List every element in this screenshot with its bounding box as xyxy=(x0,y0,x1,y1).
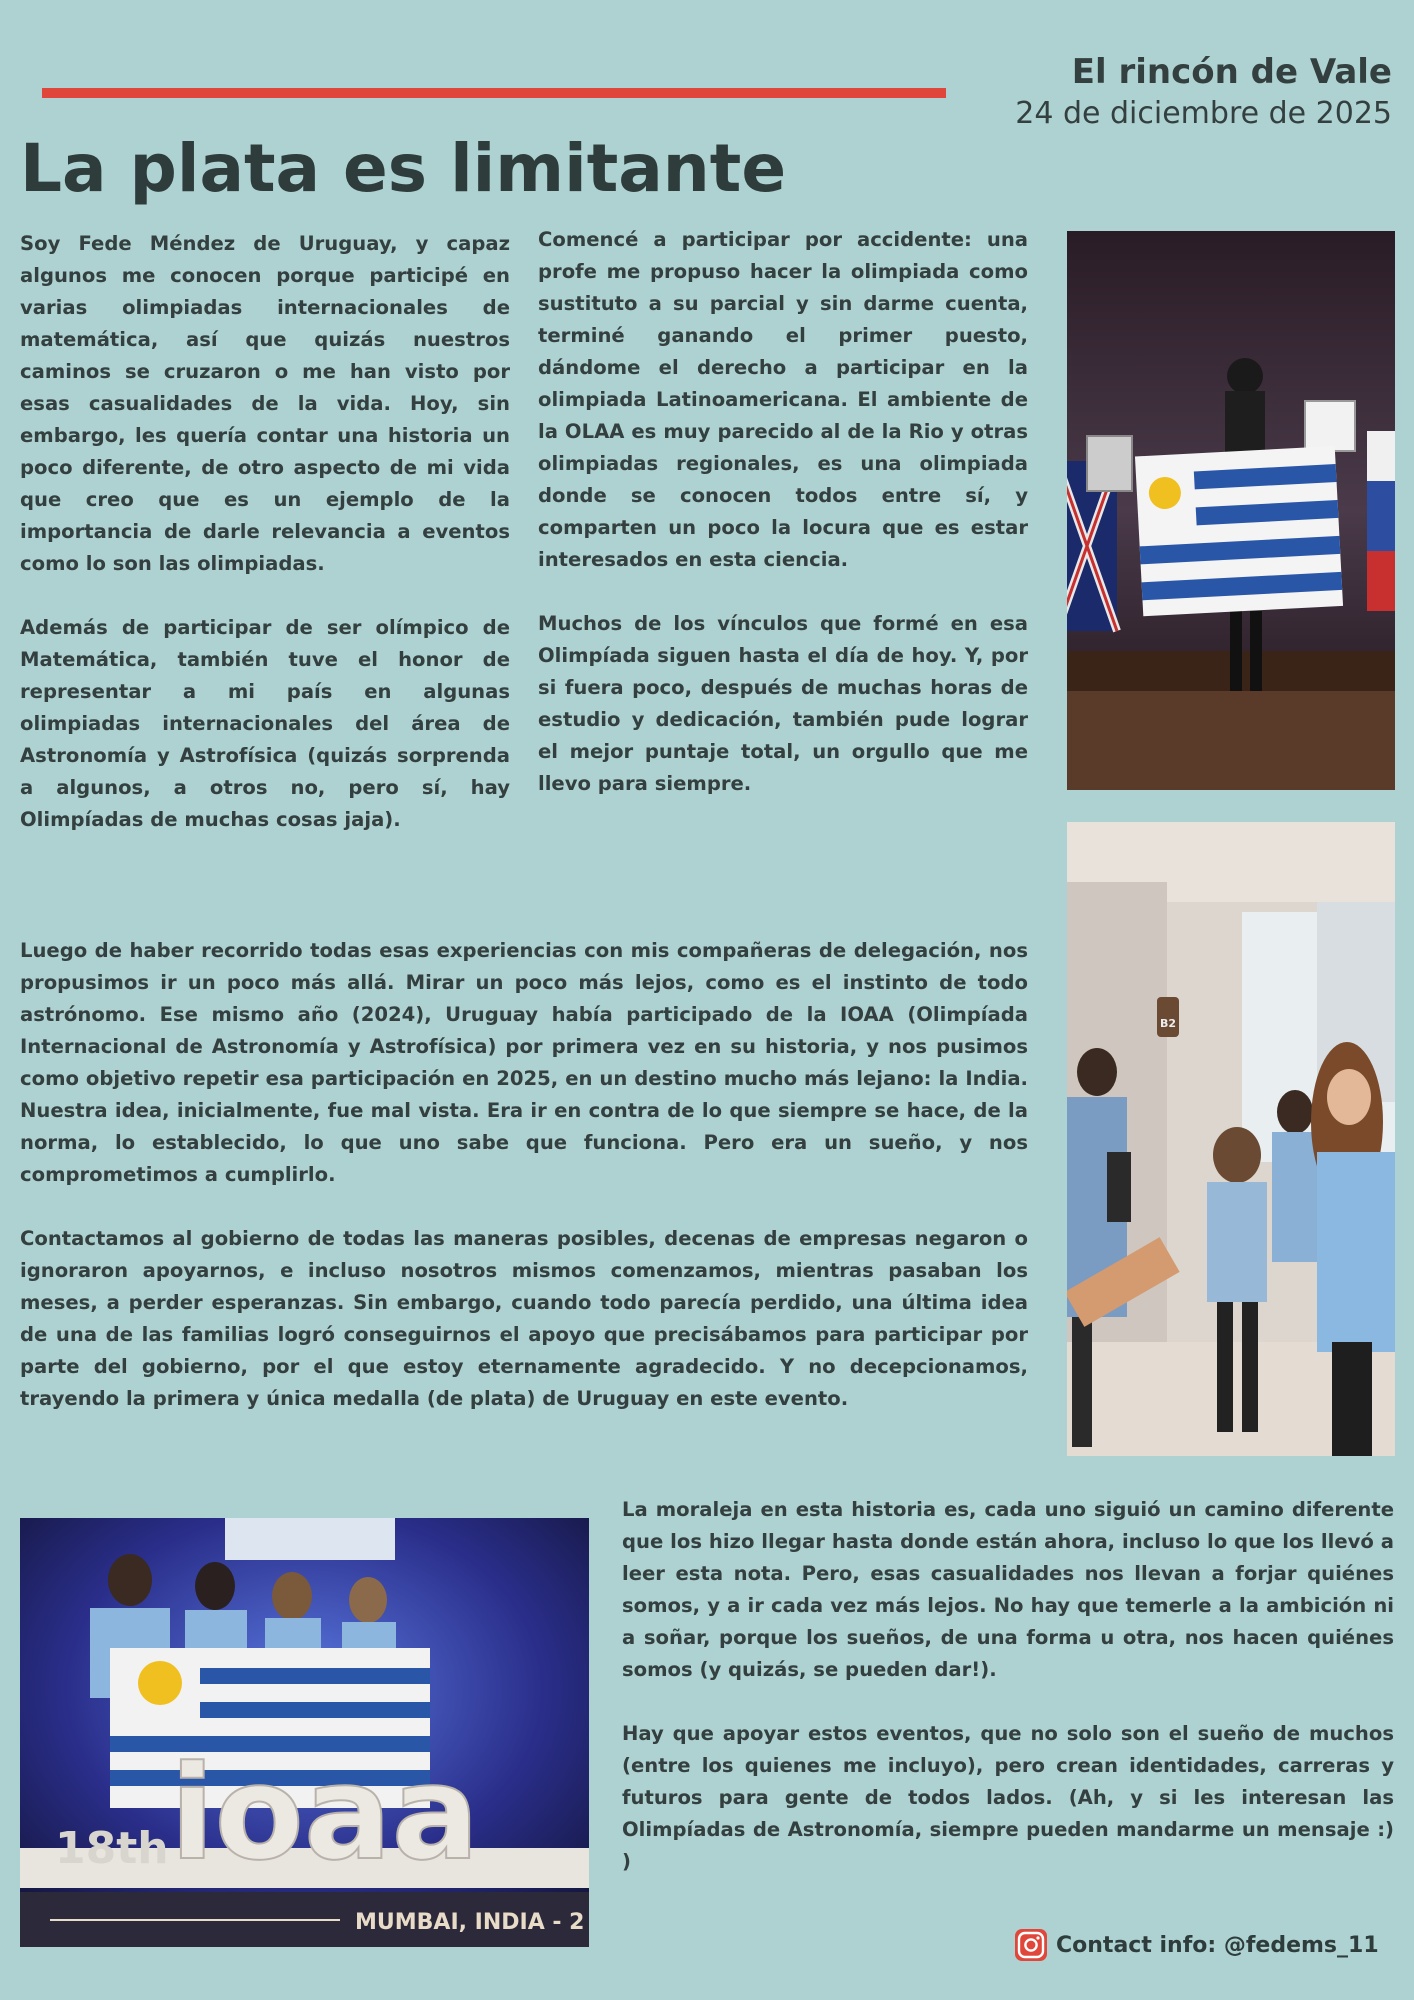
photo-ioaa-team xyxy=(20,1518,589,1947)
photo-group-hall xyxy=(1067,822,1395,1456)
floor-sign: B2 xyxy=(1159,1017,1177,1030)
paragraph-support: Hay que apoyar estos eventos, que no solo son el sueño de muchos (entre los quienes me incluyo), pero crean identidades, carreras y futuros para gente de todos lados. (Ah, y si les interesan las Olimpíadas de Astronomía, siempre pueden mandarme un mensaje :) ) xyxy=(622,1722,1394,1873)
paragraph-ioaa-goal: Luego de haber recorrido todas esas experiencias con mis compañeras de delegación, nos propusimos ir un poco más allá. Mirar un poco más lejos, como es el instinto de todo astrónomo. Ese mismo año (2024), Uruguay había participado de la IOAA (Olimpíada Internacional de Astronomía y Astrofísica) por primera vez en su historia, y nos pusimos como objetivo repetir esa participación en 2025, en un destino mucho más lejano: la India. Nuestra idea, inicialmente, fue mal vista. Era ir en contra de lo que siempre se hace, de la norma, lo establecido, lo que uno sabe que funciona. Pero era un sueño, y nos comprometimos a cumplirlo. xyxy=(20,939,1028,1186)
paragraph-olaa-result: Muchos de los vínculos que formé en esa Olimpíada siguen hasta el día de hoy. Y, por si fuera poco, después de muchas horas de estudio y dedicación, también pude lograr el mejor puntaje total, un orgullo que me llevo para siempre. xyxy=(538,612,1028,795)
paragraph-astronomy: Además de participar de ser olímpico de Matemática, también tuve el honor de representar a mi país en algunas olimpiadas internacionales del área de Astronomía y Astrofísica (quizás sorprenda a algunos, a otros no, pero sí, hay Olimpíadas de muchas cosas jaja). xyxy=(20,616,510,831)
instagram-icon xyxy=(1014,1928,1048,1962)
closing-section xyxy=(622,1494,1394,1878)
publication-date: 24 de diciembre de 2025 xyxy=(1015,96,1392,131)
left-column xyxy=(20,228,510,836)
ioaa-banner-text: MUMBAI, INDIA - 2 xyxy=(355,1910,585,1935)
ioaa-edition: 18th xyxy=(55,1823,169,1874)
paragraph-intro: Soy Fede Méndez de Uruguay, y capaz algunos me conocen porque participé en varias olimpiadas internacionales de matemática, así que quizás nuestros caminos se cruzaron o me han visto por esas casualidades de la vida. Hoy, sin embargo, les quería contar una historia un poco diferente, de otro aspecto de mi vida que creo que es un ejemplo de la importancia de darle relevancia a eventos como lo son las olimpiadas. xyxy=(20,232,510,575)
article-title: La plata es limitante xyxy=(20,130,787,207)
middle-column xyxy=(538,224,1028,800)
contact-handle[interactable]: Contact info: @fedems_11 xyxy=(1056,1932,1379,1958)
accent-rule xyxy=(42,88,946,98)
paragraph-funding: Contactamos al gobierno de todas las maneras posibles, decenas de empresas negaron o ignoraron apoyarnos, e incluso nosotros mismos comenzamos, mientras pasaban los meses, a perder esperanzas. Sin embargo, cuando todo parecía perdido, una última idea de una de las familias logró conseguirnos el apoyo que precisábamos para participar por parte del gobierno, por el que estoy eternamente agradecido. Y no decepcionamos, trayendo la primera y única medalla (de plata) de Uruguay en este evento. xyxy=(20,1227,1028,1410)
ioaa-logo: ioaa xyxy=(170,1737,480,1889)
contact-info xyxy=(1014,1928,1379,1962)
paragraph-moral: La moraleja en esta historia es, cada uno siguió un camino diferente que los hizo llegar hasta donde están ahora, incluso lo que los llevó a leer esta nota. Pero, esas casualidades nos llevan a forjar quiénes somos, y a ir cada vez más lejos. No hay que temerle a la ambición ni a soñar, porque los sueños, de una forma u otra, nos hacen quiénes somos (y quizás, se pueden dar!). xyxy=(622,1498,1394,1681)
wide-section xyxy=(20,935,1028,1415)
photo-stage-flag xyxy=(1067,231,1395,790)
paragraph-beginning: Comencé a participar por accidente: una profe me propuso hacer la olimpiada como sustituto a su parcial y sin darme cuenta, terminé ganando el primer puesto, dándome el derecho a participar en la olimpiada Latinoamericana. El ambiente de la OLAA es muy parecido al de la Rio y otras olimpiadas regionales, es una olimpiada donde se conocen todos entre sí, y comparten un poco la locura que es estar interesados en esta ciencia. xyxy=(538,228,1028,571)
column-name: El rincón de Vale xyxy=(1071,52,1392,92)
